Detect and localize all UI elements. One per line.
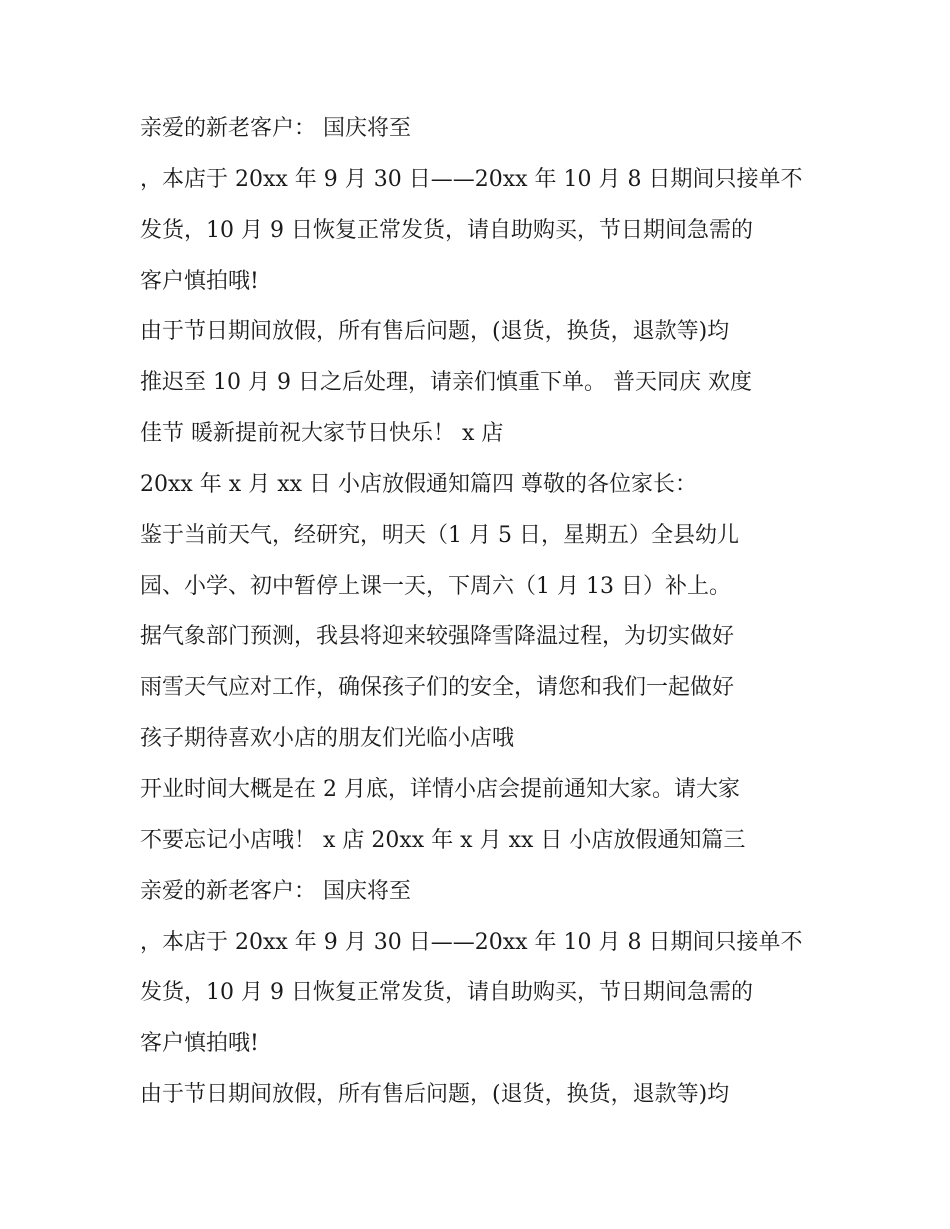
text-line: 亲爱的新老客户： 国庆将至 [140,116,411,141]
document-body [140,104,820,1121]
text-line: 雨雪天气应对工作，确保孩子们的安全，请您和我们一起做好 [140,675,735,701]
text-line: 园、小学、初中暂停上课一天，下周六（1 月 13 日）补上。 [140,573,731,599]
text-line: 推迟至 10 月 9 日之后处理，请亲们慎重下单。 普天同庆 欢度 [140,370,752,396]
text-line: 客户慎拍哦! [140,268,259,294]
text-line: 佳节 暖新提前祝大家节日快乐！ x 店 [140,421,504,447]
text-line: 20xx 年 x 月 xx 日 小店放假通知篇四 尊敬的各位家长： [140,471,697,497]
text-line: 孩子期待喜欢小店的朋友们光临小店哦 [140,726,515,752]
text-line: ，本店于 20xx 年 9 月 30 日——20xx 年 10 月 8 日期间只接单不 [140,166,803,192]
text-line: ，本店于 20xx 年 9 月 30 日——20xx 年 10 月 8 日期间只接单不 [140,929,803,955]
text-line: 由于节日期间放假，所有售后问题，(退货，换货，退款等)均 [140,319,730,345]
text-line: 客户慎拍哦! [140,1031,259,1057]
text-line: 鉴于当前天气，经研究，明天（1 月 5 日，星期五）全县幼儿 [140,522,739,548]
text-line: 由于节日期间放假，所有售后问题，(退货，换货，退款等)均 [140,1082,730,1108]
text-line: 开业时间大概是在 2 月底，详情小店会提前通知大家。请大家 [140,776,740,802]
text-line: 不要忘记小店哦！ x 店 20xx 年 x 月 xx 日 小店放假通知篇三 [140,827,746,853]
text-line: 发货，10 月 9 日恢复正常发货，请自助购买，节日期间急需的 [140,217,753,243]
text-line: 亲爱的新老客户： 国庆将至 [140,878,411,904]
text-line: 据气象部门预测，我县将迎来较强降雪降温过程，为切实做好 [140,624,735,650]
text-line: 发货，10 月 9 日恢复正常发货，请自助购买，节日期间急需的 [140,980,753,1006]
